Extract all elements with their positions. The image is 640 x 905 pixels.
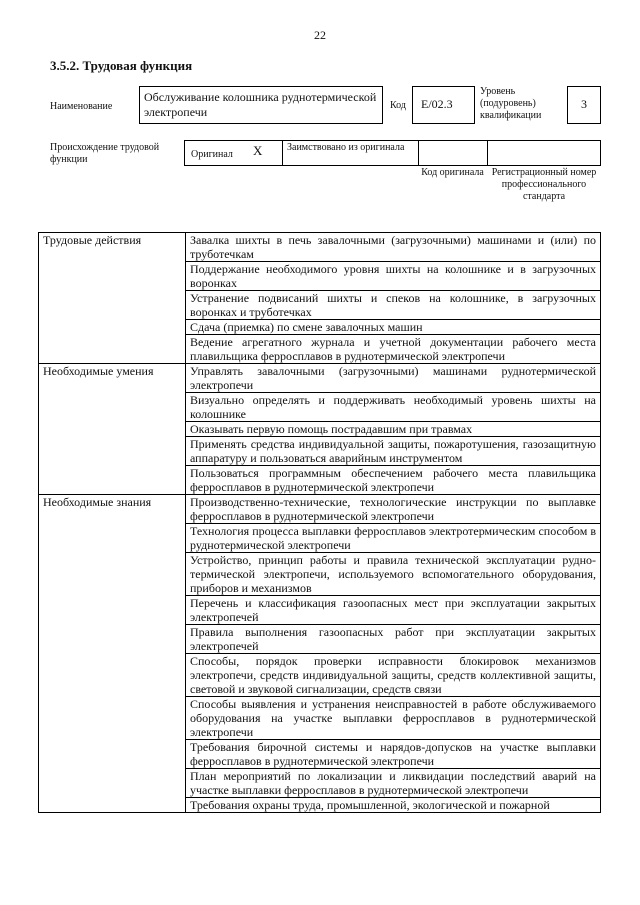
reg-number-cell (488, 141, 600, 165)
item-cell: Устранение подвисаний шихты и спеков на колошнике, в загрузочных воронках и труботечках (186, 291, 601, 320)
origin-captions (418, 167, 601, 203)
borrowed-cell (283, 141, 419, 165)
item-cell: Технология процесса выплавки ферросплавов электротермическим способом в руднотермической электропечи (186, 524, 601, 553)
item-cell: Требования охраны труда, промышленной, экологической и пожарной (186, 798, 601, 813)
item-cell: Перечень и классификация газоопасных мест при эксплуатации закрытых электропечей (186, 596, 601, 625)
function-name-box: Обслуживание колошника руднотермической электропечи (139, 86, 383, 124)
item-cell: Поддержание необходимого уровня шихты на колошнике и в загрузочных воронках (186, 262, 601, 291)
table-row (39, 233, 601, 262)
item-cell: Сдача (приемка) по смене завалочных машин (186, 320, 601, 335)
item-cell: Требования бирочной системы и нарядов-допусков на участке выплавки ферросплавов в руднотермической электропечи (186, 740, 601, 769)
function-code-box: Е/02.3 (412, 86, 475, 124)
category-cell: Необходимые знания (39, 495, 186, 813)
item-cell: Способы выявления и устранения неисправностей в работе обслуживаемого оборудования на участке выплавки ферросплавов в руднотермической электропечи (186, 697, 601, 740)
item-cell: Визуально определять и поддерживать необходимый уровень шихты на колошнике (186, 393, 601, 422)
item-cell: Завалка шихты в печь завалочными (загрузочными) машинами и (или) по труботечкам (186, 233, 601, 262)
item-cell: Пользоваться программным обеспечением рабочего места плавильщика ферросплавов в руднотермической электропечи (186, 466, 601, 495)
name-label: Наименование (50, 101, 113, 112)
category-cell: Трудовые действия (39, 233, 186, 364)
original-cell (185, 141, 283, 165)
original-mark: X (253, 143, 263, 158)
item-cell: Производственно-технические, технологические инструкции по выплавке ферросплавов в руднотермической электропечи (186, 495, 601, 524)
origin-label: Происхождение трудовой функции (50, 142, 160, 165)
category-cell: Необходимые умения (39, 364, 186, 495)
code-label: Код (390, 100, 406, 111)
item-cell: Правила выполнения газоопасных работ при эксплуатации закрытых электропечей (186, 625, 601, 654)
item-cell: План мероприятий по локализации и ликвидации последствий аварий на участке выплавки ферросплавов в руднотермической электропечи (186, 769, 601, 798)
level-box: 3 (567, 86, 601, 124)
item-cell: Устройство, принцип работы и правила технической эксплуатации руднотермической электропечи, используемого вспомогательного оборудования, приборов и механизмов (186, 553, 601, 596)
original-code-cell (419, 141, 488, 165)
borrowed-label: Заимствовано из оригинала (287, 142, 405, 153)
code-caption: Код оригинала (421, 167, 484, 178)
reg-caption: Регистрационный номер профессионального стандарта (491, 167, 597, 202)
item-cell: Ведение агрегатного журнала и учетной документации рабочего места плавильщика ферросплавов в руднотермической электропечи (186, 335, 601, 364)
level-label: Уровень (подуровень) квалификации (480, 86, 542, 121)
origin-row (184, 140, 601, 166)
function-table (38, 232, 601, 813)
table-row (39, 495, 601, 524)
item-cell: Оказывать первую помощь пострадавшим при травмах (186, 422, 601, 437)
table-row (39, 364, 601, 393)
item-cell: Управлять завалочными (загрузочными) машинами руднотермической электропечи (186, 364, 601, 393)
original-label: Оригинал (191, 149, 233, 160)
section-title: 3.5.2. Трудовая функция (50, 58, 193, 73)
page-number: 22 (314, 28, 326, 42)
item-cell: Способы, порядок проверки исправности блокировок механизмов электропечи, средств индивидуальной защиты, средств коллективной защиты, световой и звуковой сигнализации, средств связи (186, 654, 601, 697)
item-cell: Применять средства индивидуальной защиты, пожаротушения, газозащитную аппаратуру и пользоваться аварийным инструментом (186, 437, 601, 466)
